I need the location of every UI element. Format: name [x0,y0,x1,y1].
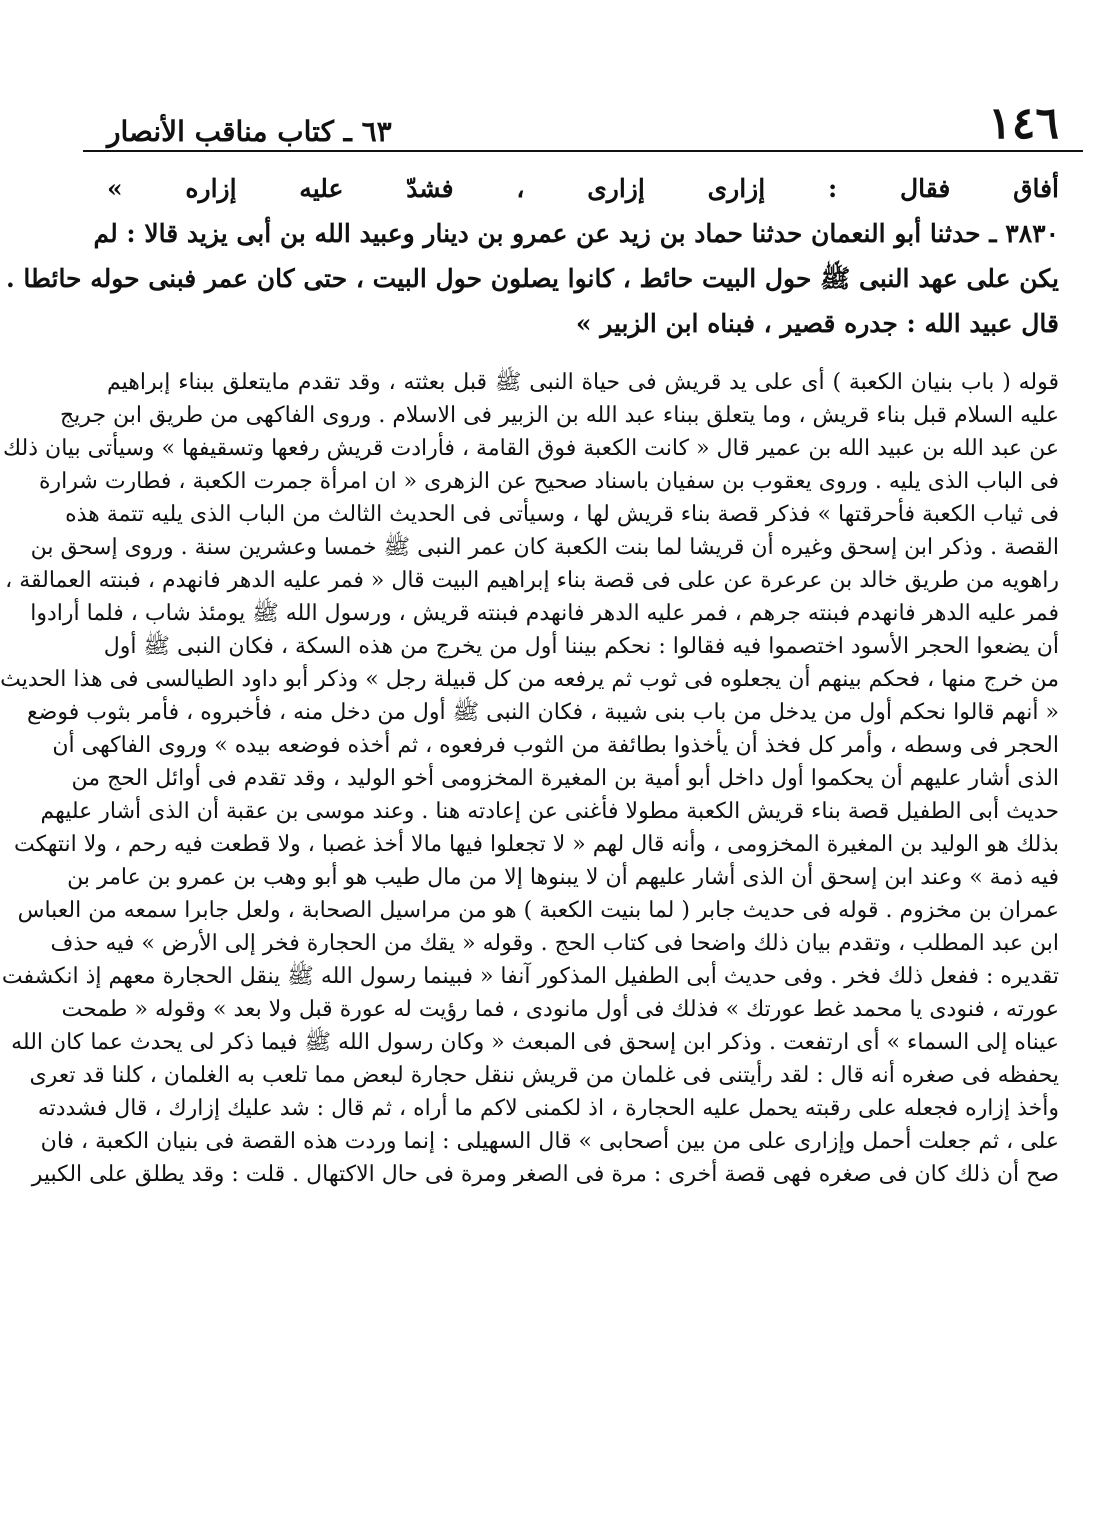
commentary-line: عليه السلام قبل بناء قريش ، وما يتعلق ببناء عبد الله بن الزبير فى الاسلام . وروى الفاكهى من طريق ابن جريج [59,403,1059,428]
commentary-line: تقديره : ففعل ذلك فخر . وفى حديث أبى الطفيل المذكور آنفا « فبينما رسول الله ﷺ ينقل الحجارة معهم إذ انكشفت [1,964,1059,989]
hadith-line: يكن على عهد النبى ﷺ حول البيت حائط ، كانوا يصلون حول البيت ، حتى كان عمر فبنى حوله حائطا . [5,264,1059,293]
commentary-line: ابن عبد المطلب ، وتقدم بيان ذلك واضحا فى كتاب الحج . وقوله « يقك من الحجارة فخر إلى الأرض » فيه حذف [50,931,1059,956]
hadith-text [5,152,1083,346]
hadith-line: أفاق فقال : إزارى إزارى ، فشدّ عليه إزاره » [107,174,1059,203]
commentary-line: عن عبد الله بن عبيد الله بن عمير قال « كانت الكعبة فوق القامة ، فأرادت قريش رفعها وتسقيفها » وسيأتى بيان ذلك [3,436,1059,461]
page-number: ١٤٦ [988,98,1059,149]
commentary-line: بذلك هو الوليد بن المغيرة المخزومى ، وأنه قال لهم « لا تجعلوا فيها مالا أخذ غصبا ، ولا قطعت فيه رحم ، ولا انتهكت [14,832,1059,857]
commentary-line: راهويه من طريق خالد بن عرعرة عن على فى قصة بناء إبراهيم البيت قال « فمر عليه الدهر فانهدم ، فبنته العمالقة ، [5,568,1059,593]
commentary-line: حديث أبى الطفيل قصة بناء قريش الكعبة مطولا فأغنى عن إعادته هنا . وعند موسى بن عقبة أن الذى أشار عليهم [40,799,1059,824]
commentary-line: الذى أشار عليهم أن يحكموا أول داخل أبو أمية بن المغيرة المخزومى أخو الوليد ، وقد تقدم فى أوائل الحج من [71,766,1059,791]
hadith-line: ٣٨٣٠ ـ حدثنا أبو النعمان حدثنا حماد بن زيد عن عمرو بن دينار وعبيد الله بن أبى يزيد قالا : لم [93,219,1059,248]
commentary-line: أن يضعوا الحجر الأسود اختصموا فيه فقالوا : نحكم بيننا أول من يخرج من هذه السكة ، فكان النبى ﷺ أول [103,634,1059,659]
commentary-line: فى الباب الذى يليه . وروى يعقوب بن سفيان باسناد صحيح عن الزهرى « ان امرأة جمرت الكعبة ، فطارت شرارة [39,469,1059,494]
commentary-line: « أنهم قالوا نحكم أول من يدخل من باب بنى شيبة ، فكان النبى ﷺ أول من دخل منه ، فأخبروه ، فأمر بثوب فوضع [26,700,1059,725]
chapter-title: ٦٣ ـ كتاب مناقب الأنصار [107,115,392,148]
commentary-line: عيناه إلى السماء » أى ارتفعت . وذكر ابن إسحق فى المبعث « وكان رسول الله ﷺ فيما ذكر لى يحدث عما كان الله [11,1030,1059,1055]
commentary-line: قوله ( باب بنيان الكعبة ) أى على يد قريش فى حياة النبى ﷺ قبل بعثته ، وقد تقدم مايتعلق ببناء إبراهيم [107,370,1059,395]
hadith-line: قال عبيد الله : جدره قصير ، فبناه ابن الزبير » [575,309,1059,338]
running-header [83,84,1083,152]
commentary-line: فى ثياب الكعبة فأحرقتها » فذكر قصة بناء قريش لها ، وسيأتى فى الحديث الثالث من الباب الذى يليه تتمة هذه [65,502,1059,527]
commentary-line: الحجر فى وسطه ، وأمر كل فخذ أن يأخذوا بطائفة من الثوب فرفعوه ، ثم أخذه فوضعه بيده » وروى الفاكهى أن [52,733,1059,758]
commentary-line: عورته ، فنودى يا محمد غط عورتك » فذلك فى أول مانودى ، فما رؤيت له عورة قبل ولا بعد » وقوله « طمحت [61,997,1059,1022]
commentary-line: وأخذ إزاره فجعله على رقبته يحمل عليه الحجارة ، اذ لكمنى لاكم ما أراه ، ثم قال : شد عليك إزارك ، قال فشددته [37,1096,1059,1121]
commentary-line: على ، ثم جعلت أحمل وإزارى على من بين أصحابى » قال السهيلى : إنما وردت هذه القصة فى بنيان الكعبة ، فان [40,1129,1059,1154]
commentary-line: من خرج منها ، فحكم بينهم أن يجعلوه فى ثوب ثم يرفعه من كل قبيلة رجل » وذكر أبو داود الطيالسى فى هذا الحديث [0,667,1059,692]
commentary-line: القصة . وذكر ابن إسحق وغيره أن قريشا لما بنت الكعبة كان عمر النبى ﷺ خمسا وعشرين سنة . وروى إسحق بن [30,535,1059,560]
book-page [0,84,1083,1504]
commentary-text [0,352,1083,1191]
commentary-line: صح أن ذلك كان فى صغره فهى قصة أخرى : مرة فى الصغر ومرة فى حال الاكتهال . قلت : وقد يطلق على الكبير [31,1162,1059,1187]
commentary-line: يحفظه فى صغره أنه قال : لقد رأيتنى فى غلمان من قريش ننقل حجارة لبعض مما تلعب به الغلمان ، كلنا قد تعرى [29,1063,1059,1088]
commentary-line: عمران بن مخزوم . قوله فى حديث جابر ( لما بنيت الكعبة ) هو من مراسيل الصحابة ، ولعل جابرا سمعه من العباس [17,898,1059,923]
commentary-line: فيه ذمة » وعند ابن إسحق أن الذى أشار عليهم أن لا يبنوها إلا من مال طيب هو أبو وهب بن عمرو بن عامر بن [67,865,1059,890]
commentary-line: فمر عليه الدهر فانهدم فبنته جرهم ، فمر عليه الدهر فانهدم فبنته قريش ، ورسول الله ﷺ يومئذ شاب ، فلما أرادوا [30,601,1059,626]
